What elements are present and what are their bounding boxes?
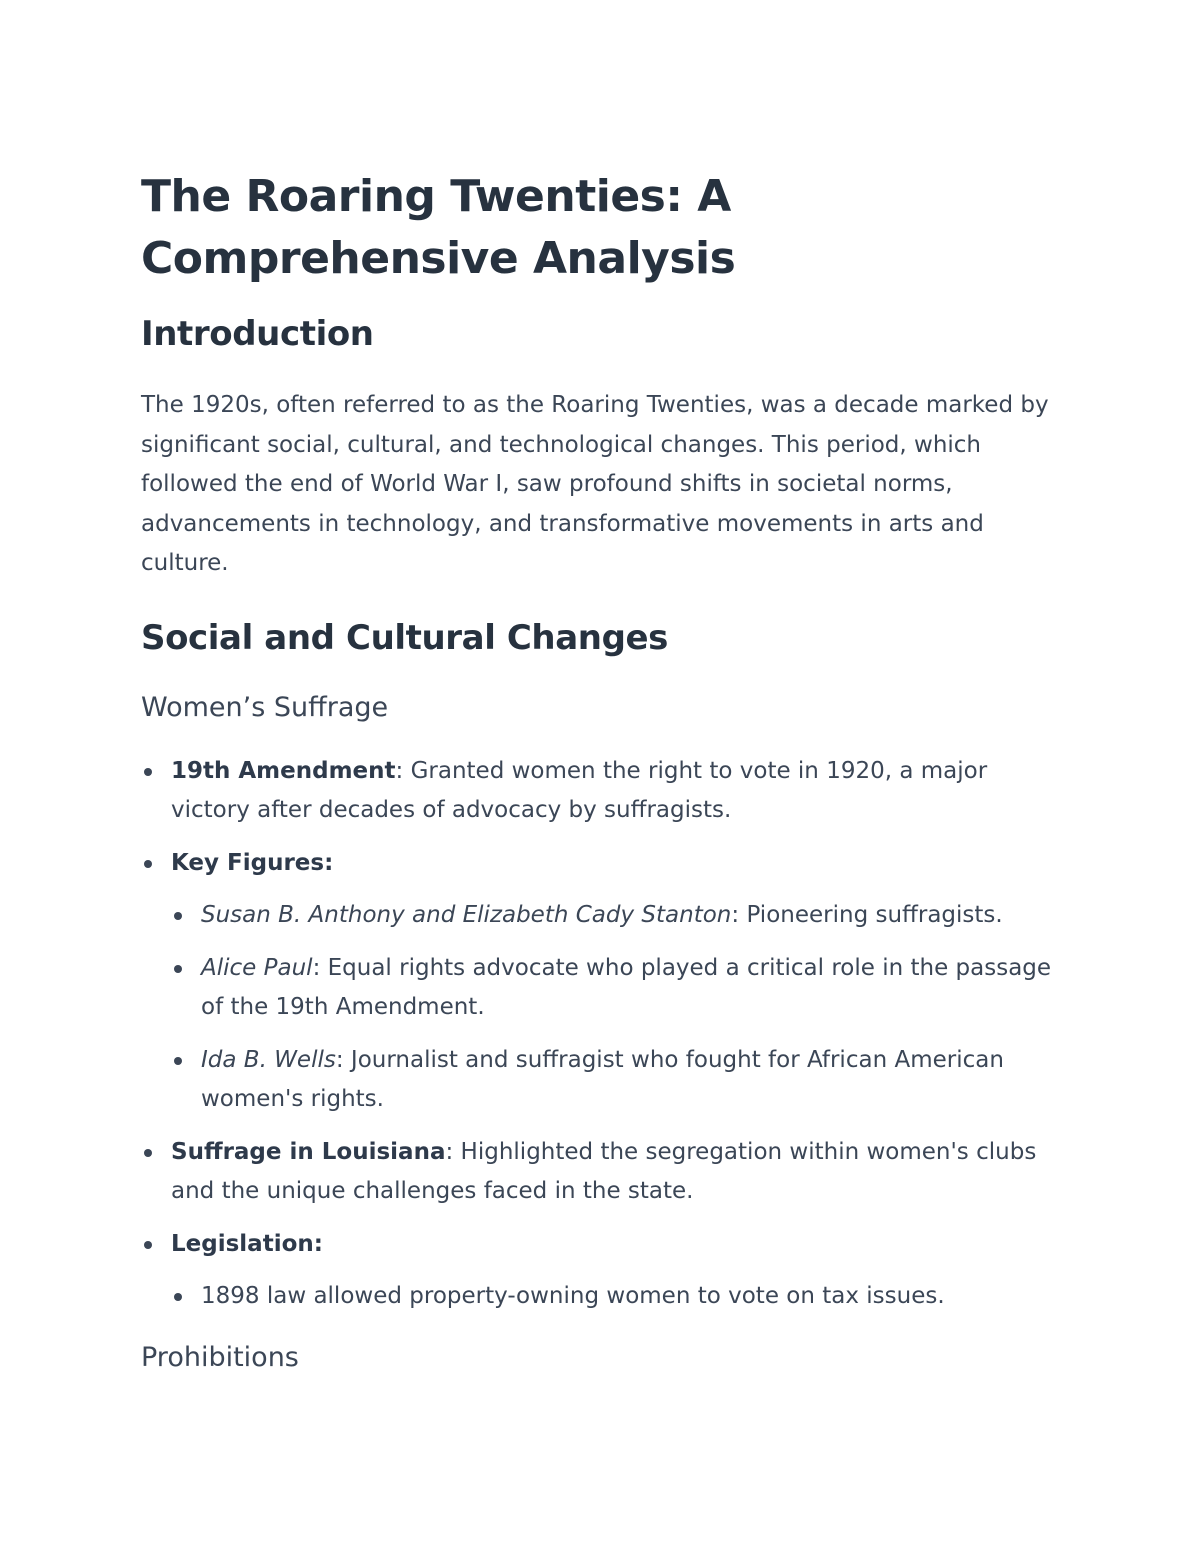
page-title [141, 166, 1071, 290]
list-item-label: Key Figures [171, 849, 325, 876]
list-item-text: Equal rights advocate who played a critical role in the passage of the 19th Amendment. [201, 954, 1052, 1020]
list-item-separator: : [445, 1138, 461, 1165]
bullet-icon [144, 1241, 152, 1249]
list-item-label: Ida B. Wells [201, 1046, 336, 1073]
list-item-19th-amendment [141, 752, 1071, 831]
introduction-paragraph: The 1920s, often referred to as the Roaring Twenties, was a decade marked by significant social, cultural, and technological changes. This period, which followed the end of World War I, saw profound shifts in societal norms, advancements in technology, and transformative movements in arts and culture. [141, 392, 1049, 576]
list-item-anthony-stanton [171, 896, 1071, 936]
list-item-separator: : [313, 1230, 323, 1257]
list-item-text: Pioneering suffragists. [746, 902, 1003, 928]
list-item-1898-law [171, 1277, 1071, 1317]
list-item-text: Granted women the right to vote in 1920, a major victory after decades of advocacy by suffragists. [171, 757, 988, 823]
document-page [141, 166, 1071, 1376]
list-item-ida-b-wells [171, 1041, 1071, 1120]
list-item-label: Suffrage in Louisiana [171, 1138, 446, 1165]
list-item-label: Susan B. Anthony and Elizabeth Cady Stanton [201, 902, 732, 928]
list-item-label: Legislation [171, 1230, 314, 1257]
list-item-separator: : [312, 954, 328, 981]
list-item-separator: : [731, 902, 747, 928]
list-item-label: Alice Paul [201, 954, 313, 981]
list-item-separator: : [395, 757, 411, 784]
social-cultural-heading: Social and Cultural Changes [141, 617, 669, 658]
womens-suffrage-list [141, 752, 1071, 1317]
list-item-separator: : [335, 1046, 351, 1073]
list-item-text: 1898 law allowed property-owning women to vote on tax issues. [201, 1283, 945, 1309]
list-item-separator: : [324, 849, 334, 876]
list-item-legislation [141, 1225, 1071, 1317]
list-item-label: 19th Amendment [171, 757, 396, 784]
womens-suffrage-heading: Women’s Suffrage [141, 691, 389, 723]
list-item-text: Highlighted the segregation within women's clubs and the unique challenges faced in the state. [171, 1138, 1037, 1204]
key-figures-list [171, 896, 1071, 1120]
legislation-list [171, 1277, 1071, 1317]
bullet-icon [174, 912, 182, 920]
list-item-key-figures [141, 844, 1071, 1120]
page-title-line-2: Comprehensive Analysis [141, 233, 736, 284]
list-item-suffrage-louisiana [141, 1133, 1071, 1212]
list-item-alice-paul [171, 949, 1071, 1028]
bullet-icon [174, 965, 182, 973]
list-item-text: Journalist and suffragist who fought for African American women's rights. [201, 1046, 1004, 1112]
bullet-icon [174, 1057, 182, 1065]
introduction-heading: Introduction [141, 314, 374, 354]
prohibitions-heading: Prohibitions [141, 1341, 299, 1373]
page-title-line-1: The Roaring Twenties: A [141, 171, 731, 222]
bullet-icon [144, 768, 152, 776]
bullet-icon [174, 1293, 182, 1301]
bullet-icon [144, 1149, 152, 1157]
bullet-icon [144, 860, 152, 868]
